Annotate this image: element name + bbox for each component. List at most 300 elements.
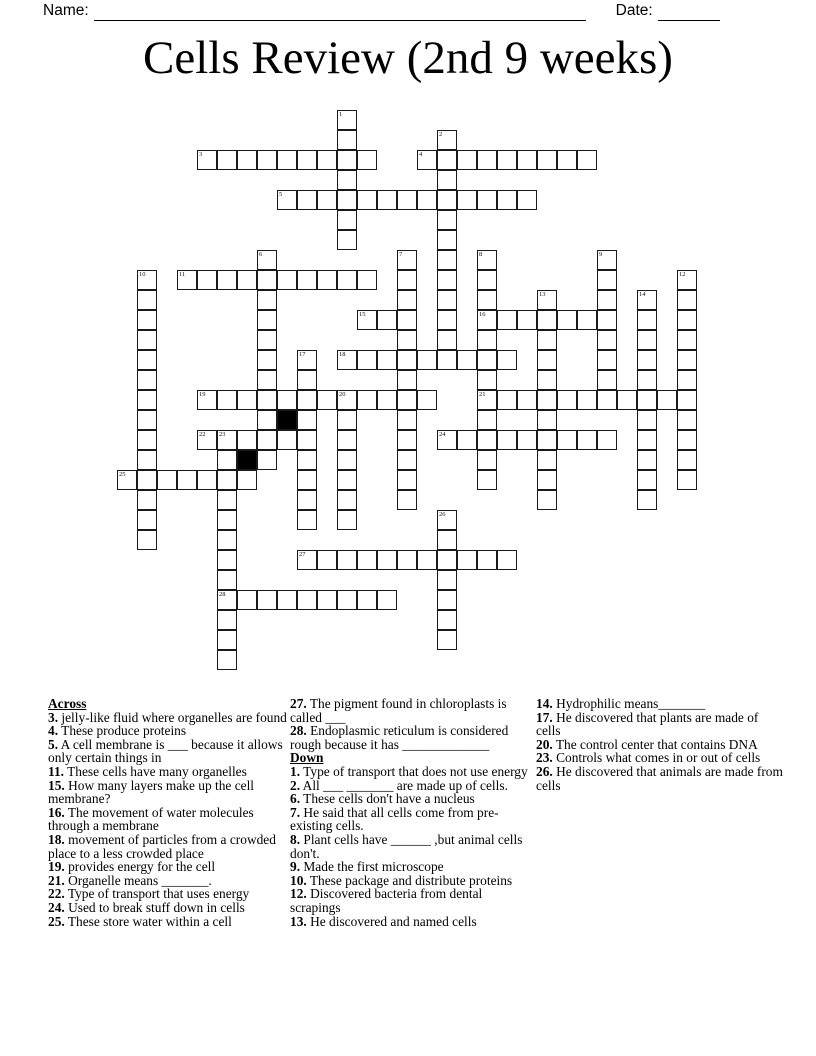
clue-text: The movement of water molecules through a membrane xyxy=(48,804,254,834)
grid-cell xyxy=(437,210,457,230)
grid-cell xyxy=(437,550,457,570)
grid-cell xyxy=(437,270,457,290)
grid-cell xyxy=(257,390,277,410)
grid-cell xyxy=(137,430,157,450)
grid-cell xyxy=(137,330,157,350)
cell-number: 22 xyxy=(199,431,206,438)
cell-number: 24 xyxy=(439,431,446,438)
header-row xyxy=(43,2,720,21)
grid-cell xyxy=(437,350,457,370)
grid-cell xyxy=(217,590,237,610)
grid-cell xyxy=(257,370,277,390)
grid-cell xyxy=(277,190,297,210)
clue-item xyxy=(290,833,533,860)
grid-cell xyxy=(137,370,157,390)
grid-cell xyxy=(577,430,597,450)
grid-cell xyxy=(497,150,517,170)
cell-number: 7 xyxy=(399,251,403,258)
grid-cell xyxy=(597,370,617,390)
clue-item xyxy=(290,915,533,929)
cell-number: 25 xyxy=(119,471,126,478)
grid-cell xyxy=(477,270,497,290)
cell-number: 28 xyxy=(219,591,226,598)
grid-cell xyxy=(397,190,417,210)
grid-cell xyxy=(337,410,357,430)
grid-cell xyxy=(637,370,657,390)
grid-cell xyxy=(557,310,577,330)
grid-cell xyxy=(437,290,457,310)
cell-number: 19 xyxy=(199,391,206,398)
grid-cell xyxy=(137,450,157,470)
clue-item xyxy=(536,711,786,738)
grid-cell xyxy=(257,330,277,350)
grid-cell xyxy=(657,390,677,410)
cell-number: 11 xyxy=(179,271,186,278)
date-blank-line xyxy=(658,5,720,21)
clue-item xyxy=(48,901,289,915)
grid-cell xyxy=(477,310,497,330)
grid-cell xyxy=(537,350,557,370)
grid-cell xyxy=(377,350,397,370)
grid-cell xyxy=(137,530,157,550)
grid-cell xyxy=(517,150,537,170)
clue-text: Endoplasmic reticulum is considered rough because it has _____________ xyxy=(290,723,509,752)
clue-item xyxy=(290,779,533,793)
grid-cell xyxy=(337,270,357,290)
grid-cell xyxy=(537,330,557,350)
grid-cell xyxy=(217,470,237,490)
grid-cell xyxy=(317,190,337,210)
clue-text: A cell membrane is ___ because it allows only certain things in xyxy=(48,736,283,766)
grid-cell xyxy=(397,470,417,490)
clue-text: Type of transport that does not use energy xyxy=(300,763,528,779)
grid-cell xyxy=(377,310,397,330)
grid-cell xyxy=(537,410,557,430)
grid-cell xyxy=(297,550,317,570)
name-blank-line xyxy=(94,5,586,21)
clue-number: 19. xyxy=(48,859,65,875)
clue-item xyxy=(536,765,786,792)
grid-cell xyxy=(197,430,217,450)
grid-cell xyxy=(337,430,357,450)
grid-cell xyxy=(137,510,157,530)
grid-cell xyxy=(677,410,697,430)
grid-cell xyxy=(137,310,157,330)
clue-item xyxy=(48,860,289,874)
cell-number: 17 xyxy=(299,351,306,358)
grid-cell xyxy=(677,270,697,290)
cell-number: 8 xyxy=(479,251,483,258)
grid-cell xyxy=(437,630,457,650)
clue-number: 17. xyxy=(536,709,553,725)
clue-text: provides energy for the cell xyxy=(64,859,216,875)
grid-cell xyxy=(477,430,497,450)
grid-cell xyxy=(677,330,697,350)
clue-column-1 xyxy=(48,697,289,928)
grid-cell xyxy=(297,590,317,610)
grid-cell xyxy=(337,490,357,510)
grid-cell xyxy=(217,490,237,510)
grid-cell xyxy=(397,310,417,330)
grid-cell xyxy=(337,470,357,490)
grid-cell xyxy=(137,470,157,490)
grid-cell xyxy=(297,270,317,290)
clue-number: 13. xyxy=(290,913,307,929)
cell-number: 14 xyxy=(639,291,646,298)
clue-item xyxy=(536,751,786,765)
grid-cell xyxy=(297,410,317,430)
grid-cell xyxy=(597,310,617,330)
grid-cell xyxy=(537,430,557,450)
grid-cell xyxy=(357,390,377,410)
clue-text: All ___ _______ are made up of cells. xyxy=(300,777,508,793)
clue-text: The pigment found in chloroplasts is called ___ xyxy=(290,696,507,725)
grid-cell xyxy=(677,370,697,390)
clue-column-3 xyxy=(536,697,786,792)
clue-text: The control center that contains DNA xyxy=(552,736,758,752)
grid-cell xyxy=(497,350,517,370)
grid-cell xyxy=(637,470,657,490)
grid-cell xyxy=(637,410,657,430)
grid-cell xyxy=(397,410,417,430)
grid-cell xyxy=(477,150,497,170)
grid-cell xyxy=(177,470,197,490)
cell-number: 23 xyxy=(219,431,226,438)
grid-cell xyxy=(197,270,217,290)
grid-cell xyxy=(477,350,497,370)
grid-cell xyxy=(157,470,177,490)
grid-cell xyxy=(437,570,457,590)
grid-cell xyxy=(437,230,457,250)
grid-cell xyxy=(477,390,497,410)
grid-cell xyxy=(517,310,537,330)
grid-cell xyxy=(277,590,297,610)
grid-cell xyxy=(597,390,617,410)
clue-item xyxy=(290,724,533,751)
grid-cell xyxy=(577,390,597,410)
clue-text: These package and distribute proteins xyxy=(306,872,513,888)
grid-cell xyxy=(637,450,657,470)
clue-item xyxy=(48,833,289,860)
clue-number: 10. xyxy=(290,872,307,888)
clue-number: 4. xyxy=(48,723,59,739)
grid-cell xyxy=(397,550,417,570)
grid-cell xyxy=(257,450,277,470)
grid-cell xyxy=(217,390,237,410)
grid-cell xyxy=(537,470,557,490)
cell-number: 16 xyxy=(479,311,486,318)
grid-cell xyxy=(457,430,477,450)
grid-cell xyxy=(437,150,457,170)
grid-cell xyxy=(357,270,377,290)
grid-cell xyxy=(257,150,277,170)
grid-cell xyxy=(357,350,377,370)
grid-cell xyxy=(337,590,357,610)
grid-cell xyxy=(437,430,457,450)
grid-cell xyxy=(497,310,517,330)
grid-cell xyxy=(357,190,377,210)
grid-cell xyxy=(397,490,417,510)
grid-cell xyxy=(397,450,417,470)
clue-text: How many layers make up the cell membrane? xyxy=(48,777,255,807)
grid-cell xyxy=(537,390,557,410)
grid-cell xyxy=(297,510,317,530)
cell-number: 21 xyxy=(479,391,486,398)
clue-text: These produce proteins xyxy=(58,723,187,739)
cell-number: 1 xyxy=(339,111,343,118)
clue-number: 28. xyxy=(290,723,307,739)
grid-cell xyxy=(257,250,277,270)
clue-text: He discovered that plants are made of cells xyxy=(536,709,759,739)
grid-cell xyxy=(437,510,457,530)
grid-cell xyxy=(217,650,237,670)
grid-cell xyxy=(537,450,557,470)
clue-text: jelly-like fluid where organelles are found xyxy=(58,709,287,725)
clue-item xyxy=(48,806,289,833)
clue-number: 24. xyxy=(48,899,65,915)
grid-cell xyxy=(437,190,457,210)
cell-number: 15 xyxy=(359,311,366,318)
black-cell xyxy=(277,410,297,430)
grid-cell xyxy=(217,630,237,650)
grid-cell xyxy=(297,470,317,490)
grid-cell xyxy=(297,390,317,410)
grid-cell xyxy=(437,250,457,270)
grid-cell xyxy=(497,390,517,410)
clue-number: 12. xyxy=(290,886,307,902)
grid-cell xyxy=(257,350,277,370)
grid-cell xyxy=(477,290,497,310)
clue-number: 14. xyxy=(536,696,553,711)
grid-cell xyxy=(277,150,297,170)
grid-cell xyxy=(557,150,577,170)
grid-cell xyxy=(597,330,617,350)
clue-text: These store water within a cell xyxy=(64,913,232,929)
clue-item xyxy=(48,874,289,888)
cell-number: 26 xyxy=(439,511,446,518)
grid-cell xyxy=(497,190,517,210)
grid-cell xyxy=(597,350,617,370)
cell-number: 2 xyxy=(439,131,443,138)
name-label: Name: xyxy=(43,2,89,19)
clue-text: These cells have many organelles xyxy=(64,763,247,779)
clue-item xyxy=(48,765,289,779)
grid-cell xyxy=(397,270,417,290)
grid-cell xyxy=(397,330,417,350)
grid-cell xyxy=(477,330,497,350)
grid-cell xyxy=(137,290,157,310)
down-header: Down xyxy=(290,750,324,766)
grid-cell xyxy=(397,350,417,370)
clue-text: Discovered bacteria from dental scrapings xyxy=(290,886,483,915)
grid-cell xyxy=(397,290,417,310)
grid-cell xyxy=(637,330,657,350)
grid-cell xyxy=(197,470,217,490)
grid-cell xyxy=(357,150,377,170)
grid-cell xyxy=(337,550,357,570)
grid-cell xyxy=(337,110,357,130)
grid-cell xyxy=(477,550,497,570)
grid-cell xyxy=(417,350,437,370)
black-cell xyxy=(237,450,257,470)
grid-cell xyxy=(217,270,237,290)
grid-cell xyxy=(217,150,237,170)
grid-cell xyxy=(397,250,417,270)
grid-cell xyxy=(397,370,417,390)
grid-cell xyxy=(437,130,457,150)
grid-cell xyxy=(217,550,237,570)
grid-cell xyxy=(597,290,617,310)
cell-number: 5 xyxy=(279,191,283,198)
grid-cell xyxy=(677,390,697,410)
grid-cell xyxy=(217,510,237,530)
grid-cell xyxy=(277,390,297,410)
clue-text: Hydrophilic means_______ xyxy=(552,696,706,711)
grid-cell xyxy=(477,470,497,490)
grid-cell xyxy=(597,270,617,290)
grid-cell xyxy=(537,290,557,310)
grid-cell xyxy=(257,430,277,450)
across-header: Across xyxy=(48,696,87,711)
grid-cell xyxy=(357,590,377,610)
clue-text: Organelle means _______. xyxy=(64,872,212,888)
clue-text: Used to break stuff down in cells xyxy=(64,899,245,915)
grid-cell xyxy=(297,190,317,210)
grid-cell xyxy=(397,430,417,450)
grid-cell xyxy=(297,450,317,470)
grid-cell xyxy=(377,550,397,570)
grid-cell xyxy=(477,450,497,470)
grid-cell xyxy=(297,350,317,370)
grid-cell xyxy=(377,390,397,410)
clue-number: 1. xyxy=(290,763,301,779)
grid-cell xyxy=(597,430,617,450)
grid-cell xyxy=(237,390,257,410)
grid-cell xyxy=(257,410,277,430)
grid-cell xyxy=(337,210,357,230)
cell-number: 27 xyxy=(299,551,306,558)
clue-number: 26. xyxy=(536,763,553,779)
clue-item xyxy=(290,697,533,724)
grid-cell xyxy=(237,430,257,450)
grid-cell xyxy=(437,530,457,550)
grid-cell xyxy=(357,310,377,330)
clue-number: 11. xyxy=(48,763,64,779)
grid-cell xyxy=(257,290,277,310)
grid-cell xyxy=(437,310,457,330)
clue-column-2 xyxy=(290,697,533,928)
grid-cell xyxy=(457,550,477,570)
grid-cell xyxy=(317,390,337,410)
grid-cell xyxy=(137,410,157,430)
cell-number: 10 xyxy=(139,271,146,278)
grid-cell xyxy=(417,150,437,170)
clue-number: 6. xyxy=(290,791,301,807)
grid-cell xyxy=(217,570,237,590)
grid-cell xyxy=(257,310,277,330)
clue-number: 2. xyxy=(290,777,301,793)
clue-number: 3. xyxy=(48,709,59,725)
clue-text: These cells don't have a nucleus xyxy=(300,791,475,807)
grid-cell xyxy=(517,390,537,410)
clue-item xyxy=(48,711,289,725)
clue-item xyxy=(536,738,786,752)
grid-cell xyxy=(637,310,657,330)
grid-cell xyxy=(677,350,697,370)
grid-cell xyxy=(477,190,497,210)
grid-cell xyxy=(337,230,357,250)
clue-text: He discovered that animals are made from cells xyxy=(536,763,783,793)
grid-cell xyxy=(357,550,377,570)
cell-number: 3 xyxy=(199,151,203,158)
grid-cell xyxy=(537,150,557,170)
grid-cell xyxy=(477,250,497,270)
clue-text: Type of transport that uses energy xyxy=(64,886,250,902)
grid-cell xyxy=(577,310,597,330)
grid-cell xyxy=(217,610,237,630)
grid-cell xyxy=(317,150,337,170)
grid-cell xyxy=(477,410,497,430)
grid-cell xyxy=(677,290,697,310)
clue-text: He said that all cells come from pre-existing cells. xyxy=(290,804,499,834)
grid-cell xyxy=(337,510,357,530)
cell-number: 20 xyxy=(339,391,346,398)
clue-number: 16. xyxy=(48,804,65,820)
clue-item xyxy=(48,779,289,806)
clue-number: 18. xyxy=(48,831,65,847)
grid-cell xyxy=(337,170,357,190)
grid-cell xyxy=(137,270,157,290)
clue-item xyxy=(290,887,533,914)
grid-cell xyxy=(437,170,457,190)
grid-cell xyxy=(597,250,617,270)
grid-cell xyxy=(477,370,497,390)
clue-text: Controls what comes in or out of cells xyxy=(552,750,761,766)
cell-number: 6 xyxy=(259,251,263,258)
clue-text: movement of particles from a crowded place to a less crowded place xyxy=(48,831,276,861)
grid-cell xyxy=(317,550,337,570)
grid-cell xyxy=(457,150,477,170)
grid-cell xyxy=(197,390,217,410)
grid-cell xyxy=(237,270,257,290)
grid-cell xyxy=(137,490,157,510)
grid-cell xyxy=(437,610,457,630)
clue-number: 8. xyxy=(290,831,301,847)
clue-item xyxy=(48,738,289,765)
clue-number: 5. xyxy=(48,736,59,752)
grid-cell xyxy=(137,390,157,410)
grid-cell xyxy=(337,190,357,210)
grid-cell xyxy=(217,430,237,450)
clue-number: 7. xyxy=(290,804,301,820)
grid-cell xyxy=(517,190,537,210)
grid-cell xyxy=(317,590,337,610)
grid-cell xyxy=(637,350,657,370)
cell-number: 12 xyxy=(679,271,686,278)
grid-cell xyxy=(677,450,697,470)
grid-cell xyxy=(417,390,437,410)
clue-number: 20. xyxy=(536,736,553,752)
grid-cell xyxy=(557,390,577,410)
crossword-grid xyxy=(117,110,697,670)
clue-item xyxy=(290,874,533,888)
grid-cell xyxy=(557,430,577,450)
clue-item xyxy=(48,724,289,738)
grid-cell xyxy=(637,390,657,410)
grid-cell xyxy=(377,590,397,610)
grid-cell xyxy=(277,430,297,450)
grid-cell xyxy=(537,370,557,390)
